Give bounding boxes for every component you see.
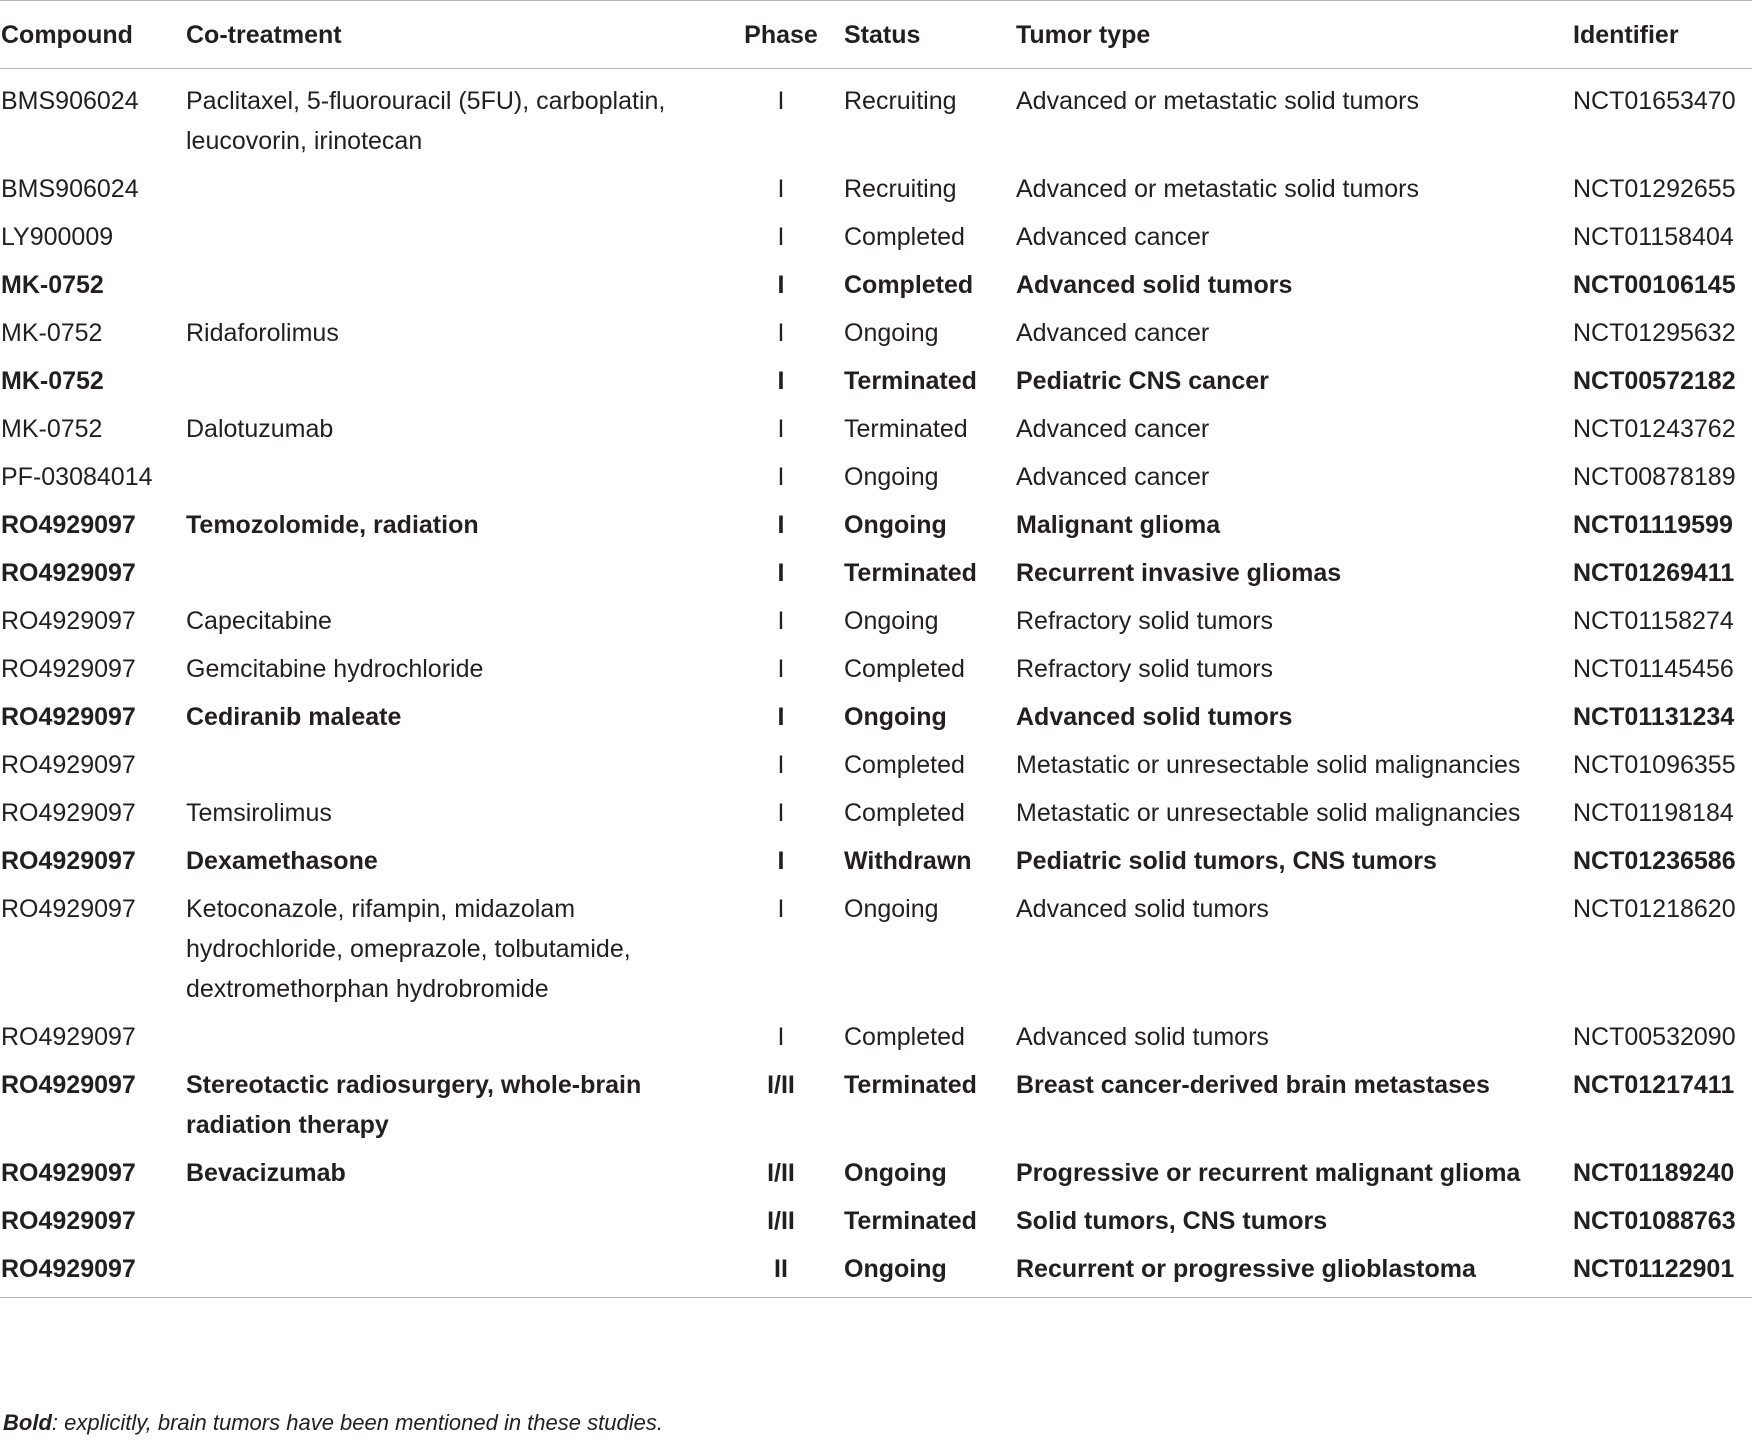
cell-compound: RO4929097 [1, 703, 136, 731]
table-row [0, 161, 1752, 209]
cell-tumor-type: Metastatic or unresectable solid malignancies [1016, 799, 1521, 827]
cell-cotreatment: Ketoconazole, rifampin, midazolam hydrochloride, omeprazole, tolbutamide, dextromethorphan hydrobromide [186, 895, 631, 1003]
table-header [0, 1, 1752, 69]
cell-status: Ongoing [844, 463, 939, 491]
cell-tumor-type: Breast cancer-derived brain metastases [1016, 1071, 1490, 1099]
cell-identifier: NCT01158274 [1573, 607, 1734, 635]
cell-tumor-type: Recurrent or progressive glioblastoma [1016, 1255, 1476, 1283]
cell-cotreatment [186, 161, 734, 209]
cell-cotreatment [186, 545, 734, 593]
cell-cotreatment: Paclitaxel, 5-fluorouracil (5FU), carboplatin, leucovorin, irinotecan [186, 87, 666, 155]
cell-tumor-type: Pediatric CNS cancer [1016, 367, 1269, 395]
cell-status: Terminated [844, 1207, 977, 1235]
cell-phase: I [777, 1023, 785, 1051]
table-row [0, 69, 1752, 162]
cell-compound: MK-0752 [1, 271, 104, 299]
cell-identifier: NCT01295632 [1573, 319, 1736, 347]
cell-identifier: NCT01198184 [1573, 799, 1734, 827]
cell-cotreatment: Temsirolimus [186, 799, 332, 827]
cell-compound: MK-0752 [1, 319, 103, 347]
cell-phase: I/II [767, 1207, 795, 1235]
table-row [0, 1057, 1752, 1145]
cell-compound: PF-03084014 [1, 463, 153, 491]
cell-identifier: NCT01243762 [1573, 415, 1736, 443]
cell-status: Ongoing [844, 703, 947, 731]
cell-cotreatment: Bevacizumab [186, 1159, 346, 1187]
table-row [0, 881, 1752, 1009]
cell-compound: RO4929097 [1, 511, 136, 539]
cell-tumor-type: Advanced cancer [1016, 319, 1210, 347]
cell-phase: I [777, 511, 785, 539]
cell-identifier: NCT01145456 [1573, 655, 1734, 683]
cell-identifier: NCT01158404 [1573, 223, 1734, 251]
cell-status: Ongoing [844, 1255, 947, 1283]
cell-cotreatment: Capecitabine [186, 607, 332, 635]
cell-cotreatment: Dalotuzumab [186, 415, 334, 443]
cell-tumor-type: Advanced cancer [1016, 415, 1210, 443]
cell-cotreatment [186, 1193, 734, 1241]
cell-status: Ongoing [844, 607, 939, 635]
table-row [0, 689, 1752, 737]
cell-compound: RO4929097 [1, 655, 136, 683]
cell-phase: I [777, 559, 785, 587]
cell-tumor-type: Malignant glioma [1016, 511, 1221, 539]
cell-identifier: NCT01218620 [1573, 895, 1736, 923]
cell-tumor-type: Metastatic or unresectable solid malignancies [1016, 751, 1521, 779]
cell-compound: RO4929097 [1, 1207, 136, 1235]
table-row [0, 401, 1752, 449]
table-row [0, 545, 1752, 593]
cell-compound: BMS906024 [1, 175, 139, 203]
cell-cotreatment: Gemcitabine hydrochloride [186, 655, 484, 683]
cell-status: Terminated [844, 559, 977, 587]
cell-phase: I [777, 703, 785, 731]
cell-phase: I [777, 367, 785, 395]
cell-compound: MK-0752 [1, 367, 104, 395]
cell-status: Ongoing [844, 319, 939, 347]
cell-phase: I [777, 799, 785, 827]
table-row [0, 833, 1752, 881]
cell-status: Terminated [844, 415, 968, 443]
cell-identifier: NCT01096355 [1573, 751, 1736, 779]
cell-compound: RO4929097 [1, 895, 136, 923]
cell-status: Completed [844, 751, 965, 779]
footnote [3, 1409, 663, 1437]
cell-identifier: NCT01236586 [1573, 847, 1736, 875]
table-row [0, 209, 1752, 257]
cell-status: Recruiting [844, 175, 957, 203]
cell-identifier: NCT01653470 [1573, 87, 1736, 115]
cell-identifier: NCT01269411 [1573, 559, 1735, 587]
cell-tumor-type: Advanced solid tumors [1016, 895, 1269, 923]
cell-phase: I [777, 847, 785, 875]
cell-cotreatment [186, 737, 734, 785]
header-phase: Phase [744, 20, 818, 49]
header-tumor-type: Tumor type [1016, 20, 1151, 49]
cell-phase: I [777, 463, 785, 491]
cell-identifier: NCT01122901 [1573, 1255, 1735, 1283]
cell-status: Recruiting [844, 87, 957, 115]
cell-compound: RO4929097 [1, 847, 136, 875]
table-row [0, 1145, 1752, 1193]
cell-phase: I [777, 175, 785, 203]
table-row [0, 449, 1752, 497]
cell-cotreatment: Dexamethasone [186, 847, 378, 875]
cell-cotreatment: Ridaforolimus [186, 319, 339, 347]
cell-phase: I [777, 223, 785, 251]
cell-identifier: NCT00878189 [1573, 463, 1736, 491]
cell-cotreatment [186, 209, 734, 257]
cell-phase: I [777, 87, 785, 115]
header-identifier: Identifier [1573, 20, 1679, 49]
table-row [0, 257, 1752, 305]
table-row [0, 1009, 1752, 1057]
cell-status: Ongoing [844, 1159, 947, 1187]
cell-compound: RO4929097 [1, 1255, 136, 1283]
cell-identifier: NCT00532090 [1573, 1023, 1736, 1051]
cell-phase: I [777, 415, 785, 443]
cell-identifier: NCT01119599 [1573, 511, 1733, 539]
cell-identifier: NCT01131234 [1573, 703, 1735, 731]
cell-tumor-type: Advanced or metastatic solid tumors [1016, 175, 1419, 203]
cell-compound: RO4929097 [1, 1023, 136, 1051]
cell-identifier: NCT00106145 [1573, 271, 1736, 299]
cell-status: Terminated [844, 1071, 977, 1099]
cell-compound: MK-0752 [1, 415, 103, 443]
table-row [0, 593, 1752, 641]
cell-phase: II [774, 1255, 788, 1283]
cell-identifier: NCT01088763 [1573, 1207, 1736, 1235]
cell-identifier: NCT01217411 [1573, 1071, 1735, 1099]
cell-status: Completed [844, 223, 965, 251]
table-row [0, 785, 1752, 833]
cell-phase: I [777, 271, 785, 299]
cell-compound: LY900009 [1, 223, 114, 251]
cell-cotreatment: Stereotactic radiosurgery, whole-brain radiation therapy [186, 1071, 642, 1139]
cell-phase: I [777, 655, 785, 683]
cell-status: Completed [844, 271, 974, 299]
header-cotreatment: Co-treatment [186, 20, 342, 49]
cell-status: Terminated [844, 367, 977, 395]
table-row [0, 641, 1752, 689]
cell-status: Completed [844, 655, 965, 683]
cell-compound: RO4929097 [1, 751, 136, 779]
cell-tumor-type: Advanced cancer [1016, 463, 1210, 491]
cell-status: Ongoing [844, 895, 939, 923]
cell-cotreatment [186, 1241, 734, 1298]
cell-compound: RO4929097 [1, 799, 136, 827]
cell-phase: I/II [767, 1071, 795, 1099]
cell-cotreatment [186, 257, 734, 305]
footnote-bold-label: Bold [3, 1410, 52, 1435]
cell-tumor-type: Recurrent invasive gliomas [1016, 559, 1342, 587]
cell-status: Withdrawn [844, 847, 972, 875]
cell-status: Completed [844, 799, 965, 827]
cell-cotreatment [186, 353, 734, 401]
cell-tumor-type: Advanced or metastatic solid tumors [1016, 87, 1419, 115]
cell-tumor-type: Advanced cancer [1016, 223, 1210, 251]
cell-tumor-type: Advanced solid tumors [1016, 271, 1293, 299]
cell-phase: I [777, 319, 785, 347]
cell-tumor-type: Refractory solid tumors [1016, 655, 1274, 683]
cell-identifier: NCT01189240 [1573, 1159, 1735, 1187]
cell-compound: RO4929097 [1, 1071, 136, 1099]
cell-tumor-type: Solid tumors, CNS tumors [1016, 1207, 1328, 1235]
cell-compound: RO4929097 [1, 607, 136, 635]
footnote-text: : explicitly, brain tumors have been mentioned in these studies. [51, 1410, 663, 1435]
cell-cotreatment [186, 1009, 734, 1057]
table-row [0, 305, 1752, 353]
cell-phase: I/II [767, 1159, 795, 1187]
table-body [0, 69, 1752, 1298]
cell-compound: RO4929097 [1, 559, 136, 587]
table-row [0, 1241, 1752, 1298]
table-row [0, 1193, 1752, 1241]
cell-tumor-type: Advanced solid tumors [1016, 1023, 1269, 1051]
cell-phase: I [777, 895, 785, 923]
cell-cotreatment: Temozolomide, radiation [186, 511, 479, 539]
cell-tumor-type: Advanced solid tumors [1016, 703, 1293, 731]
cell-status: Ongoing [844, 511, 947, 539]
header-row [0, 1, 1752, 69]
header-status: Status [844, 20, 921, 49]
cell-phase: I [777, 607, 785, 635]
cell-compound: RO4929097 [1, 1159, 136, 1187]
cell-identifier: NCT00572182 [1573, 367, 1736, 395]
table-row [0, 497, 1752, 545]
cell-identifier: NCT01292655 [1573, 175, 1736, 203]
cell-cotreatment: Cediranib maleate [186, 703, 402, 731]
table-row [0, 737, 1752, 785]
table-row [0, 353, 1752, 401]
cell-cotreatment [186, 449, 734, 497]
cell-phase: I [777, 751, 785, 779]
cell-tumor-type: Refractory solid tumors [1016, 607, 1274, 635]
header-compound: Compound [1, 20, 133, 49]
cell-tumor-type: Progressive or recurrent malignant glioma [1016, 1159, 1521, 1187]
cell-status: Completed [844, 1023, 965, 1051]
cell-compound: BMS906024 [1, 87, 139, 115]
cell-tumor-type: Pediatric solid tumors, CNS tumors [1016, 847, 1437, 875]
